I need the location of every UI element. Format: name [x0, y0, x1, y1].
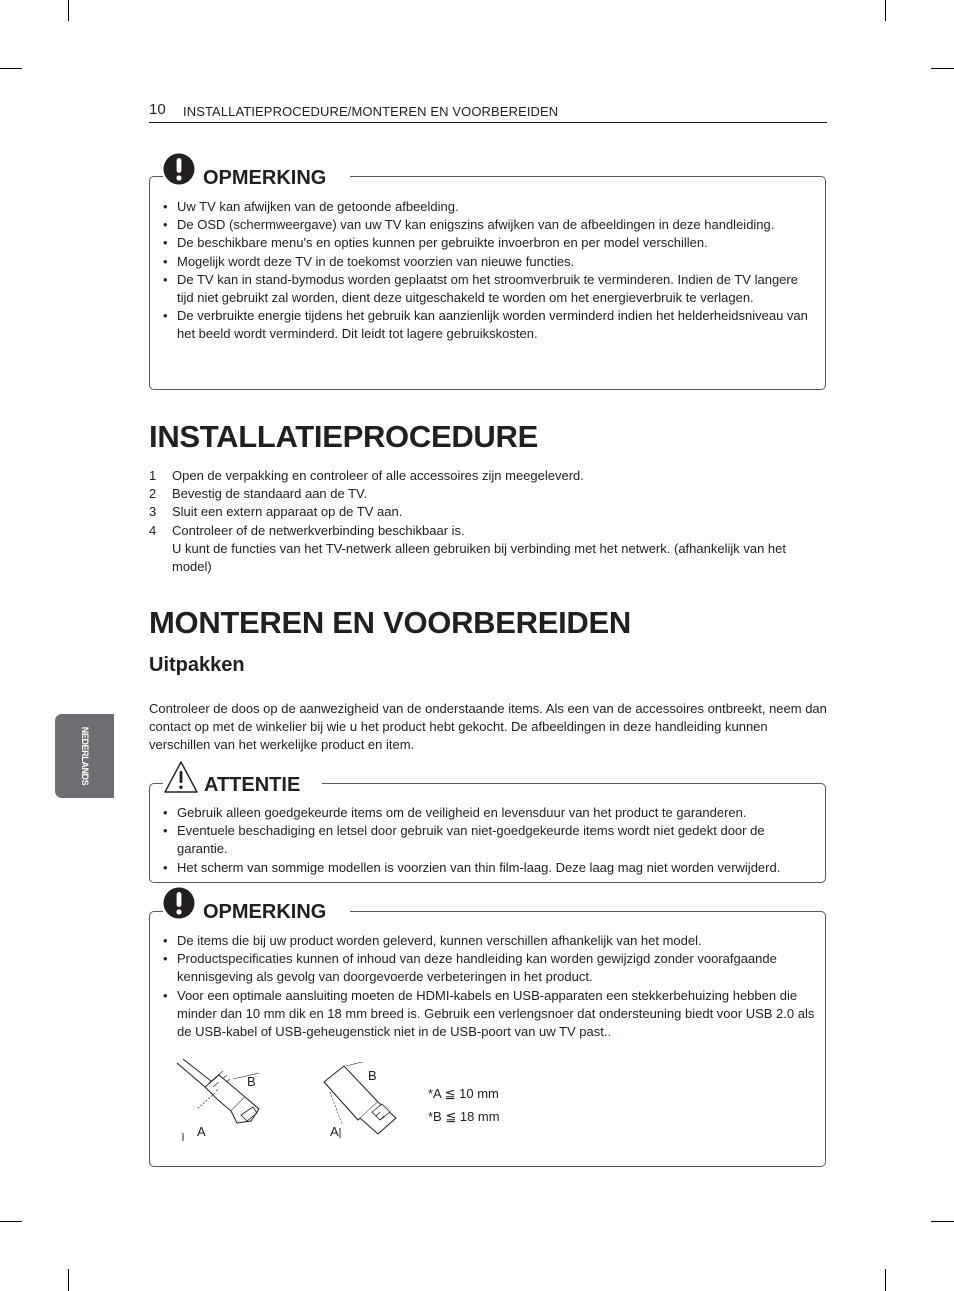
list-item — [149, 503, 829, 521]
list-item — [163, 987, 815, 1042]
crop-mark — [68, 1269, 69, 1291]
list-item: • Het scherm van sommige modellen is voorzien van thin film-laag. Deze laag mag niet worden verwijderd. — [163, 859, 815, 877]
note-list — [163, 198, 815, 344]
hdmi-label-b: B — [247, 1074, 256, 1089]
usb-label-a: A — [330, 1124, 339, 1139]
list-item: • De OSD (schermweergave) van uw TV kan enigszins afwijken van de afbeeldingen in deze handleiding. — [163, 216, 815, 234]
step-number: 4 — [149, 522, 157, 538]
caution-list — [163, 804, 815, 877]
spec-b: *B ≦ 18 mm — [428, 1109, 500, 1124]
list-item: • Productspecificaties kunnen of inhoud van deze handleiding kan worden gewijzigd zonder voorafgaande kennisgeving als gevolg van doorgevoerde verbeteringen in het product. — [163, 950, 815, 986]
hdmi-label-a: A — [197, 1124, 206, 1139]
step-number: 2 — [149, 486, 157, 502]
crop-mark — [68, 0, 69, 21]
crop-mark — [931, 1221, 954, 1222]
intro-paragraph: Controleer de doos op de aanwezigheid van de onderstaande items. Als een van de accessoires ontbreekt, neem dan contact op met de winkelier bij wie u het product hebt gekocht. De afbeeldingen in deze handleiding kunnen verschillen van het werkelijke product en item. — [149, 701, 827, 753]
hdmi-plug-diagram — [175, 1057, 285, 1147]
language-tab — [55, 714, 114, 798]
dimension-spec — [428, 1082, 500, 1128]
note-box — [149, 176, 826, 390]
step-text: Bevestig de standaard aan de TV. — [172, 486, 368, 502]
page-number: 10 — [149, 101, 166, 118]
usb-label-b: B — [368, 1068, 377, 1083]
trailing-mark: . — [607, 1024, 612, 1040]
list-item: • Mogelijk wordt deze TV in de toekomst voorzien van nieuwe functies. — [163, 253, 815, 271]
list-item: • De items die bij uw product worden geleverd, kunnen verschillen afhankelijk van het model. — [163, 932, 815, 950]
crop-mark — [931, 68, 954, 69]
step-text: Controleer of de netwerkverbinding beschikbaar is. — [172, 522, 465, 538]
caution-title-label: ATTENTIE — [204, 774, 301, 796]
crop-mark — [885, 1269, 886, 1291]
warning-triangle-icon — [163, 760, 199, 794]
list-item: • Gebruik alleen goedgekeurde items om de veiligheid en levensduur van het product te garanderen. — [163, 804, 815, 822]
page-heading-assembly: MONTEREN EN VOORBEREIDEN — [149, 605, 631, 640]
section-heading-unpacking: Uitpakken — [149, 654, 245, 676]
note-title-label: OPMERKING — [203, 167, 327, 189]
caution-box — [149, 783, 826, 883]
exclamation-icon — [163, 887, 195, 919]
language-tab-label: NEDERLANDS — [80, 726, 90, 786]
crop-mark — [885, 0, 886, 21]
step-number: 3 — [149, 504, 157, 520]
list-item: • De TV kan in stand-bymodus worden geplaatst om het stroomverbruik te verminderen. Indien de TV langere tijd niet gebruikt zal worden, dient deze uitgeschakeld te worden om het energieverbruik te verlagen. — [163, 271, 815, 307]
list-item: • De verbruikte energie tijdens het gebruik kan aanzienlijk worden verminderd indien het helderheidsniveau van het beeld wordt verminderd. Dit leidt tot lagere gebruikskosten. — [163, 307, 815, 343]
list-item — [149, 485, 829, 503]
note-box — [149, 911, 826, 1167]
page-heading-installation: INSTALLATIEPROCEDURE — [149, 419, 538, 454]
list-item: • Uw TV kan afwijken van de getoonde afbeelding. — [163, 198, 815, 216]
crop-mark — [0, 1221, 22, 1222]
list-item — [149, 522, 829, 577]
section-title: INSTALLATIEPROCEDURE/MONTEREN EN VOORBEREIDEN — [183, 104, 559, 119]
exclamation-icon — [163, 153, 195, 185]
note-title-label: OPMERKING — [203, 901, 327, 923]
step-subtext: U kunt de functies van het TV-netwerk alleen gebruiken bij verbinding met het netwerk. (afhankelijk van het model) — [172, 540, 786, 575]
step-number: 1 — [149, 468, 157, 483]
note-list — [163, 932, 815, 1041]
note-title — [163, 887, 350, 921]
note-title — [163, 153, 350, 187]
step-text: Sluit een extern apparaat op de TV aan. — [172, 504, 403, 520]
step-text: Open de verpakking en controleer of alle accessoires zijn meegeleverd. — [172, 468, 584, 483]
list-item: • De beschikbare menu's en opties kunnen per gebruikte invoerbron en per model verschillen. — [163, 234, 815, 252]
caution-title — [163, 760, 322, 794]
list-item — [149, 467, 829, 485]
running-header — [149, 101, 827, 123]
installation-steps — [149, 467, 829, 576]
spec-a: *A ≦ 10 mm — [428, 1086, 499, 1101]
crop-mark — [0, 68, 22, 69]
list-item: • Eventuele beschadiging en letsel door gebruik van niet-goedgekeurde items wordt niet gedekt door de garantie. — [163, 822, 815, 858]
list-item-text: Voor een optimale aansluiting moeten de HDMI-kabels en USB-apparaten een stekkerbehuizing hebben die minder dan 10 mm dik en 18 mm breed is. Gebruik een verlengsnoer dat ondersteuning biedt voor USB 2.0 als de USB-kabel of USB-geheugenstick niet in de USB-poort van uw TV past. — [177, 987, 815, 1040]
